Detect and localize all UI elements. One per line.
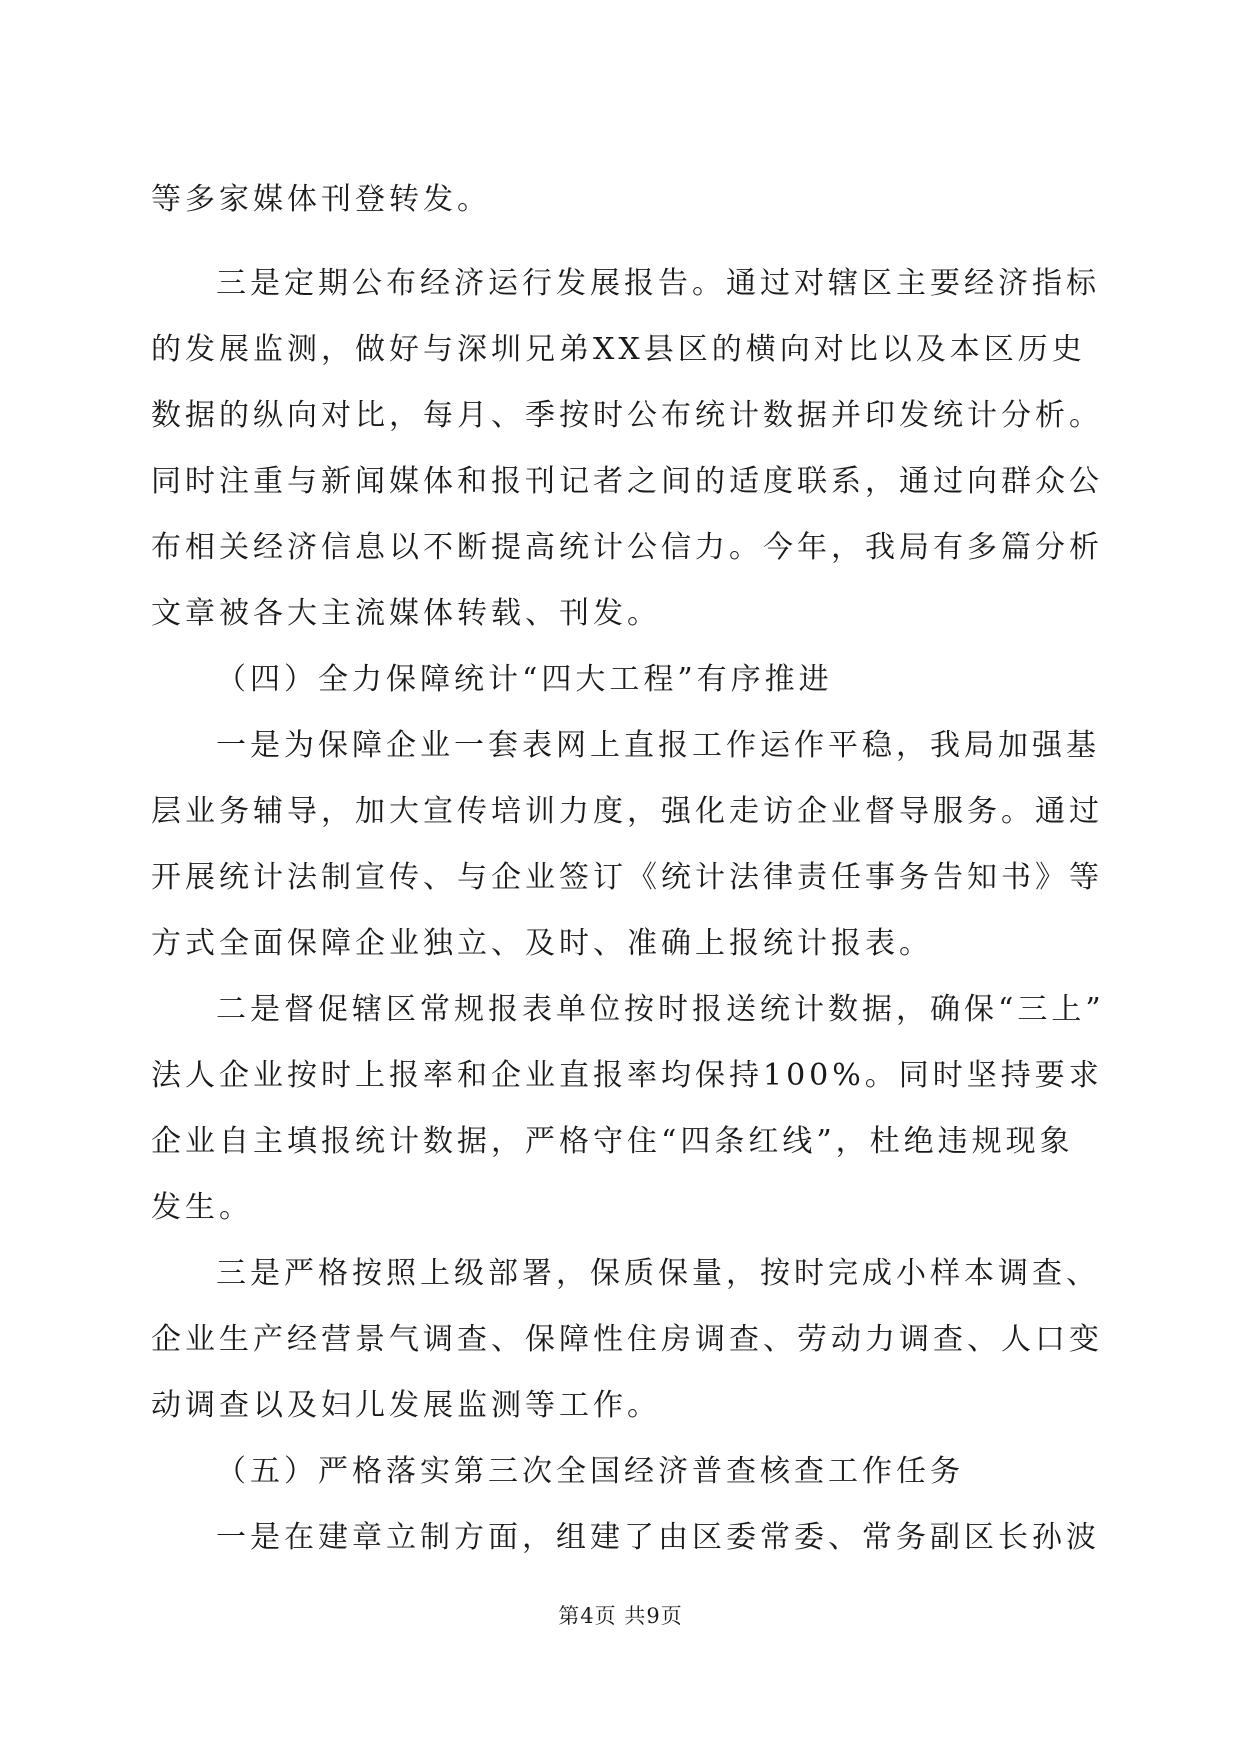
text-line: 企业自主填报统计数据，严格守住“四条红线”，杜绝违规现象 — [151, 1124, 1074, 1159]
text-line: 二是督促辖区常规报表单位按时报送统计数据，确保“三上” — [216, 992, 1105, 1027]
section-heading: （四）全力保障统计“四大工程”有序推进 — [216, 662, 833, 697]
text-line: 数据的纵向对比，每月、季按时公布统计数据并印发统计分析。 — [151, 398, 1103, 433]
text-line: 法人企业按时上报率和企业直报率均保持100%。同时坚持要求 — [151, 1058, 1103, 1093]
section-heading: （五）严格落实第三次全国经济普查核查工作任务 — [216, 1454, 964, 1489]
text-line: 一是为保障企业一套表网上直报工作运作平稳，我局加强基 — [216, 728, 1100, 763]
text-line: 开展统计法制宣传、与企业签订《统计法律责任事务告知书》等 — [151, 860, 1103, 895]
text-line: 发生。 — [151, 1190, 253, 1225]
text-line: 的发展监测，做好与深圳兄弟XX县区的横向对比以及本区历史 — [151, 332, 1086, 367]
text-line: 同时注重与新闻媒体和报刊记者之间的适度联系，通过向群众公 — [151, 464, 1103, 499]
text-line: 企业生产经营景气调查、保障性住房调查、劳动力调查、人口变 — [151, 1322, 1103, 1357]
page-footer: 第4页 共9页 — [558, 1604, 683, 1628]
text-line: 布相关经济信息以不断提高统计公信力。今年，我局有多篇分析 — [151, 530, 1103, 565]
text-line: 层业务辅导，加大宣传培训力度，强化走访企业督导服务。通过 — [151, 794, 1103, 829]
text-line: 三是严格按照上级部署，保质保量，按时完成小样本调查、 — [216, 1256, 1100, 1291]
text-line: 动调查以及妇儿发展监测等工作。 — [151, 1388, 661, 1423]
text-line: 文章被各大主流媒体转载、刊发。 — [151, 596, 661, 631]
text-line: 三是定期公布经济运行发展报告。通过对辖区主要经济指标 — [216, 266, 1100, 301]
text-line: 方式全面保障企业独立、及时、准确上报统计报表。 — [151, 926, 933, 961]
text-line: 一是在建章立制方面，组建了由区委常委、常务副区长孙波 — [216, 1520, 1100, 1555]
text-line: 等多家媒体刊登转发。 — [151, 182, 491, 217]
